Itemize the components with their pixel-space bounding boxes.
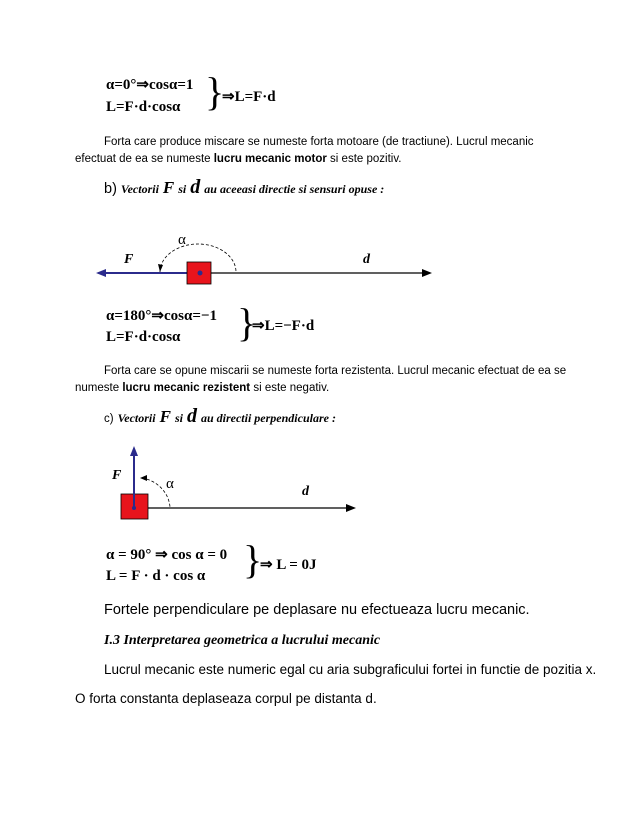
paragraph-2-line-1: Forta care se opune miscarii se numeste forta rezistenta. Lucrul mecanic efectuat de ea se	[104, 365, 567, 377]
paragraph-2-line-2: numeste lucru mecanic rezistent si este negativ.	[75, 382, 330, 394]
force-label-c: F	[112, 468, 122, 483]
equation-3-result: ⇒ L = 0J	[260, 557, 317, 573]
paragraph-1-line-2: efectuat de ea se numeste lucru mecanic motor si este pozitiv.	[75, 153, 402, 165]
brace-1: }	[205, 69, 225, 114]
equation-1-line-1: α=0°⇒cosα=1	[106, 77, 194, 93]
section-c-label: c) Vectorii F si d au directii perpendiculare :	[104, 405, 336, 427]
equation-2-line-2: L=F·d·cosα	[106, 329, 181, 345]
equation-1-result: ⇒L=F·d	[222, 89, 276, 105]
equation-3-line-2: L = F · d · cos α	[106, 568, 206, 584]
text-geometric-interpretation: Lucrul mecanic este numeric egal cu aria subgraficului fortei in functie de pozitia x.	[104, 662, 597, 677]
displacement-label-c: d	[302, 484, 309, 499]
angle-arc-arrow-c	[140, 475, 147, 481]
displacement-arrowhead-c	[346, 504, 356, 512]
force-label-b: F	[124, 252, 134, 267]
section-heading: I.3 Interpretarea geometrica a lucrului mecanic	[104, 633, 381, 648]
paragraph-1-line-1: Forta care produce miscare se numeste forta motoare (de tractiune). Lucrul mecanic	[104, 136, 534, 148]
brace-3: }	[243, 537, 263, 582]
body-center-c	[132, 506, 136, 510]
equation-3-line-1: α = 90° ⇒ cos α = 0	[106, 547, 228, 563]
text-constant-force: O forta constanta deplaseaza corpul pe distanta d.	[75, 691, 377, 706]
force-arrowhead-c	[130, 446, 138, 456]
section-b-label: b) Vectorii F si d au aceeasi directie si sensuri opuse :	[104, 176, 385, 198]
alpha-label-b: α	[178, 232, 186, 248]
alpha-label-c: α	[166, 476, 174, 492]
displacement-label-b: d	[363, 252, 370, 267]
text-perpendicular-forces: Fortele perpendiculare pe deplasare nu efectueaza lucru mecanic.	[104, 602, 530, 618]
brace-2: }	[237, 300, 257, 345]
equation-2-line-1: α=180°⇒cosα=−1	[106, 308, 217, 324]
equation-1-line-2: L=F·d·cosα	[106, 99, 181, 115]
equation-2-result: ⇒L=−F·d	[252, 318, 315, 334]
